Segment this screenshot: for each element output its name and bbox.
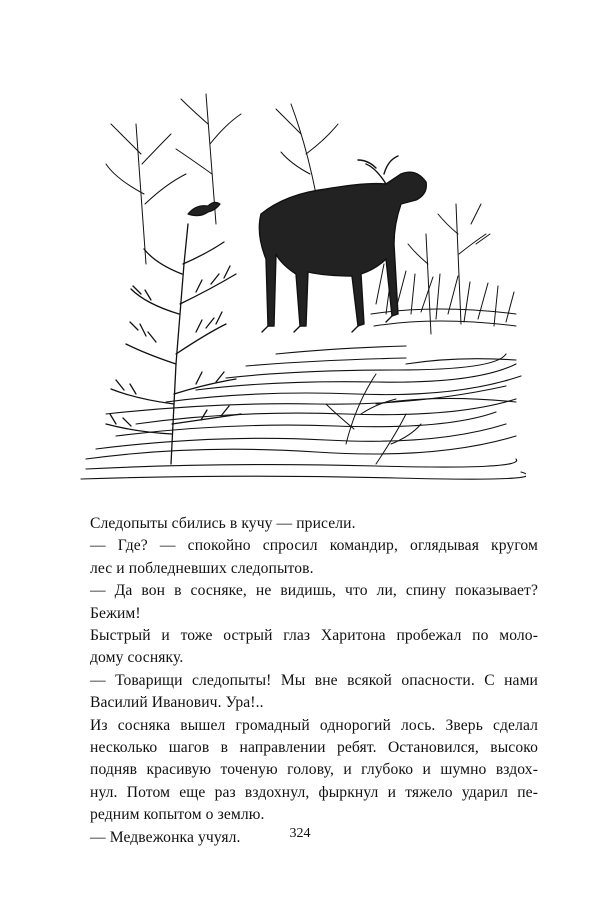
text-line: Следопыты сбились в кучу — присели. [90,515,356,532]
text-line: редним копытом о землю. [90,806,265,824]
text-line: — Медвежонка учуял. [90,828,241,846]
text-line: Из сосняка вышел громадный однорогий лось. Зверь сделал [90,716,538,734]
text-line: нул. Потом еще раз вздохнул, фыркнул и тяжело ударил пе- [90,783,538,801]
ground-hatching [81,346,526,479]
text-line: — Товарищи следопыты! Мы вне всякой опасности. С нами [90,671,538,689]
paragraph-1 [90,513,538,535]
text-line: дому сосняку. [90,649,184,667]
paragraph-2 [90,535,538,580]
text-line: — Да вон в сосняке, не видишь, что ли, спину показывает? [90,582,538,600]
twigs-foreground [326,374,421,464]
moose-illustration [76,64,526,484]
text-line: подняв красивую точеную голову, и глубоко и шумно вздох- [90,761,538,779]
paragraph-4 [90,625,538,670]
pine-tree-left [106,224,241,464]
body-text [90,513,538,849]
paragraph-6 [90,715,538,827]
text-line: несколько шагов в направлении ребят. Остановился, высоко [90,739,538,757]
moose-forest-drawing [76,64,526,484]
text-line: Быстрый и тоже острый глаз Харитона пробежал по моло- [90,627,538,645]
paragraph-3 [90,580,538,625]
page-number: 324 [289,826,311,841]
text-line: Василий Иванович. Ура!.. [90,694,264,712]
text-line: — Где? — спокойно спросил командир, оглядывая кругом [90,537,538,555]
text-line: Бежим! [90,604,141,622]
paragraph-5 [90,670,538,715]
text-line: лес и побледневших следопытов. [90,559,314,577]
moose [259,156,426,332]
